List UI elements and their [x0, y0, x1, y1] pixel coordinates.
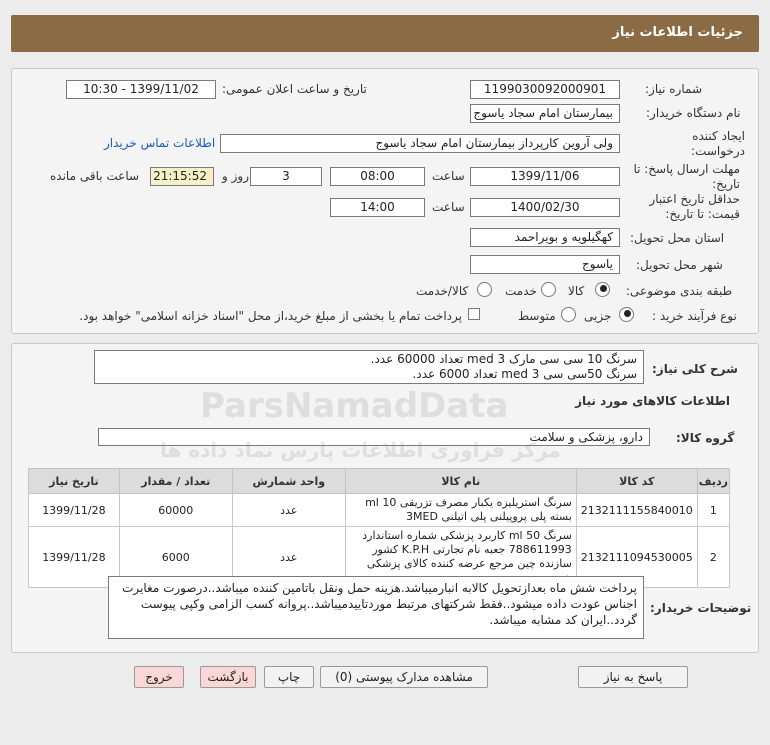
category-option-goods: کالا	[568, 284, 585, 298]
days-label: روز و	[222, 169, 249, 183]
attachments-button[interactable]: مشاهده مدارک پیوستی (0)	[320, 666, 488, 688]
buyer-org-field: بیمارستان امام سجاد یاسوج	[470, 104, 620, 123]
radio-selected-icon	[619, 307, 634, 322]
col-unit-header: واحد شمارش	[232, 469, 345, 494]
category-option-service: خدمت	[505, 284, 537, 298]
table-header-row	[29, 469, 730, 494]
cell-row: 2	[697, 527, 729, 588]
announce-label: تاریخ و ساعت اعلان عمومی:	[222, 82, 367, 96]
send-time-field[interactable]: 08:00	[330, 167, 425, 186]
watermark-persian: مرکز فراوری اطلاعات پارس نماد داده ها	[160, 438, 561, 462]
buyer-notes-label: توضیحات خریدار:	[650, 601, 752, 615]
validity-date-field[interactable]: 1400/02/30	[470, 198, 620, 217]
process-label: نوع فرآیند خرید :	[652, 309, 737, 323]
cell-code: 2132111094530005	[576, 527, 697, 588]
page-title: جزئیات اطلاعات نیاز	[612, 25, 743, 40]
province-field: کهگیلویه و بویراحمد	[470, 228, 620, 247]
validity-time-field[interactable]: 14:00	[330, 198, 425, 217]
description-box	[94, 350, 644, 384]
category-radio-goods-service[interactable]	[476, 282, 492, 298]
process-radio-medium[interactable]	[560, 307, 576, 323]
category-radio-service[interactable]	[540, 282, 556, 298]
print-button[interactable]: چاپ	[264, 666, 314, 688]
creator-label: ایجاد کننده درخواست:	[691, 129, 745, 158]
province-label: استان محل تحویل:	[630, 231, 725, 245]
back-button[interactable]: بازگشت	[200, 666, 256, 688]
send-date-field[interactable]: 1399/11/06	[470, 167, 620, 186]
radio-empty-icon	[541, 282, 556, 297]
items-table	[28, 468, 730, 588]
contact-info-link[interactable]: اطلاعات تماس خریدار	[104, 136, 216, 150]
city-label: شهر محل تحویل:	[636, 258, 723, 272]
col-qty-header: تعداد / مقدار	[119, 469, 232, 494]
process-option-medium: متوسط	[518, 309, 556, 323]
description-line-1: سرنگ 10 سی سی مارک med 3 تعداد 60000 عدد.	[370, 352, 637, 366]
need-number-label: شماره نیاز:	[645, 82, 702, 96]
payment-note: پرداخت تمام یا بخشی از مبلغ خرید،از محل "اسناد خزانه اسلامی" خواهد بود.	[79, 309, 462, 323]
cell-qty: 6000	[119, 527, 232, 588]
cell-row: 1	[697, 494, 729, 527]
treasury-checkbox[interactable]	[468, 308, 480, 320]
description-label: شرح کلی نیاز:	[652, 362, 738, 376]
cell-date: 1399/11/28	[29, 494, 120, 527]
col-row-header: ردیف	[697, 469, 729, 494]
remaining-label: ساعت باقی مانده	[50, 169, 140, 183]
cell-code: 2132111155840010	[576, 494, 697, 527]
category-label: طبقه بندی موضوعی:	[626, 284, 733, 298]
creator-field: ولی آروین کارپرداز بیمارستان امام سجاد یاسوج	[220, 134, 620, 153]
category-option-goods-service: کالا/خدمت	[416, 284, 469, 298]
radio-empty-icon	[561, 307, 576, 322]
goods-group-label: گروه کالا:	[676, 431, 735, 445]
goods-group-field: دارو، پزشکی و سلامت	[98, 428, 650, 446]
send-deadline-label: مهلت ارسال پاسخ: تا تاریخ:	[633, 162, 740, 191]
need-number-field: 1199030092000901	[470, 80, 620, 99]
announce-field: 1399/11/02 - 10:30	[66, 80, 216, 99]
col-name-header: نام کالا	[345, 469, 576, 494]
validity-time-label: ساعت	[432, 200, 465, 214]
cell-qty: 60000	[119, 494, 232, 527]
reply-button[interactable]: پاسخ به نیاز	[578, 666, 688, 688]
radio-empty-icon	[477, 282, 492, 297]
cell-unit: عدد	[232, 494, 345, 527]
watermark-latin: ParsNamadData	[200, 386, 509, 426]
days-field: 3	[250, 167, 322, 186]
process-option-minor: جزیی	[584, 309, 612, 323]
radio-selected-icon	[595, 282, 610, 297]
category-radio-goods[interactable]	[594, 282, 610, 298]
process-radio-minor[interactable]	[618, 307, 634, 323]
page-title-bar	[11, 15, 759, 52]
city-field: یاسوج	[470, 255, 620, 274]
cell-unit: عدد	[232, 527, 345, 588]
table-row	[29, 494, 730, 527]
goods-info-title: اطلاعات کالاهای مورد نیاز	[575, 394, 730, 408]
cell-name: سرنگ استریلیزه یکبار مصرف تزریقی ml 10 بسته پلی پروپیلنی پلی اتیلنی 3MED	[345, 494, 576, 527]
cell-name: سرنگ ml 50 کاربرد پزشکی شماره استاندارد 788611993 جعبه نام تجارتی K.P.H کشور سازنده چین مرجع عرضه کننده کالای پزشکی	[345, 527, 576, 588]
col-date-header: تاریخ نیاز	[29, 469, 120, 494]
buyer-notes-box: پرداخت شش ماه بعدازتحویل کالابه انبارمیباشد.هزینه حمل ونقل باتامین کننده میباشد..درصورت مغایرت اجناس عودت داده میشود..فقط شرکتهای مرتبط موردتاییدمیباشد..پروانه کسب الزامی وکپی پیوست گردد..ایران کد مشابه میباشد.	[108, 576, 644, 639]
col-code-header: کد کالا	[576, 469, 697, 494]
buyer-org-label: نام دستگاه خریدار:	[646, 106, 741, 120]
description-line-2: سرنگ 50سی سی med 3 تعداد 6000 عدد.	[412, 367, 637, 381]
validity-label: حداقل تاریخ اعتبار قیمت: تا تاریخ:	[649, 192, 740, 221]
remaining-time-field: 21:15:52	[150, 167, 214, 186]
cell-date: 1399/11/28	[29, 527, 120, 588]
exit-button[interactable]: خروج	[134, 666, 184, 688]
send-time-label: ساعت	[432, 169, 465, 183]
